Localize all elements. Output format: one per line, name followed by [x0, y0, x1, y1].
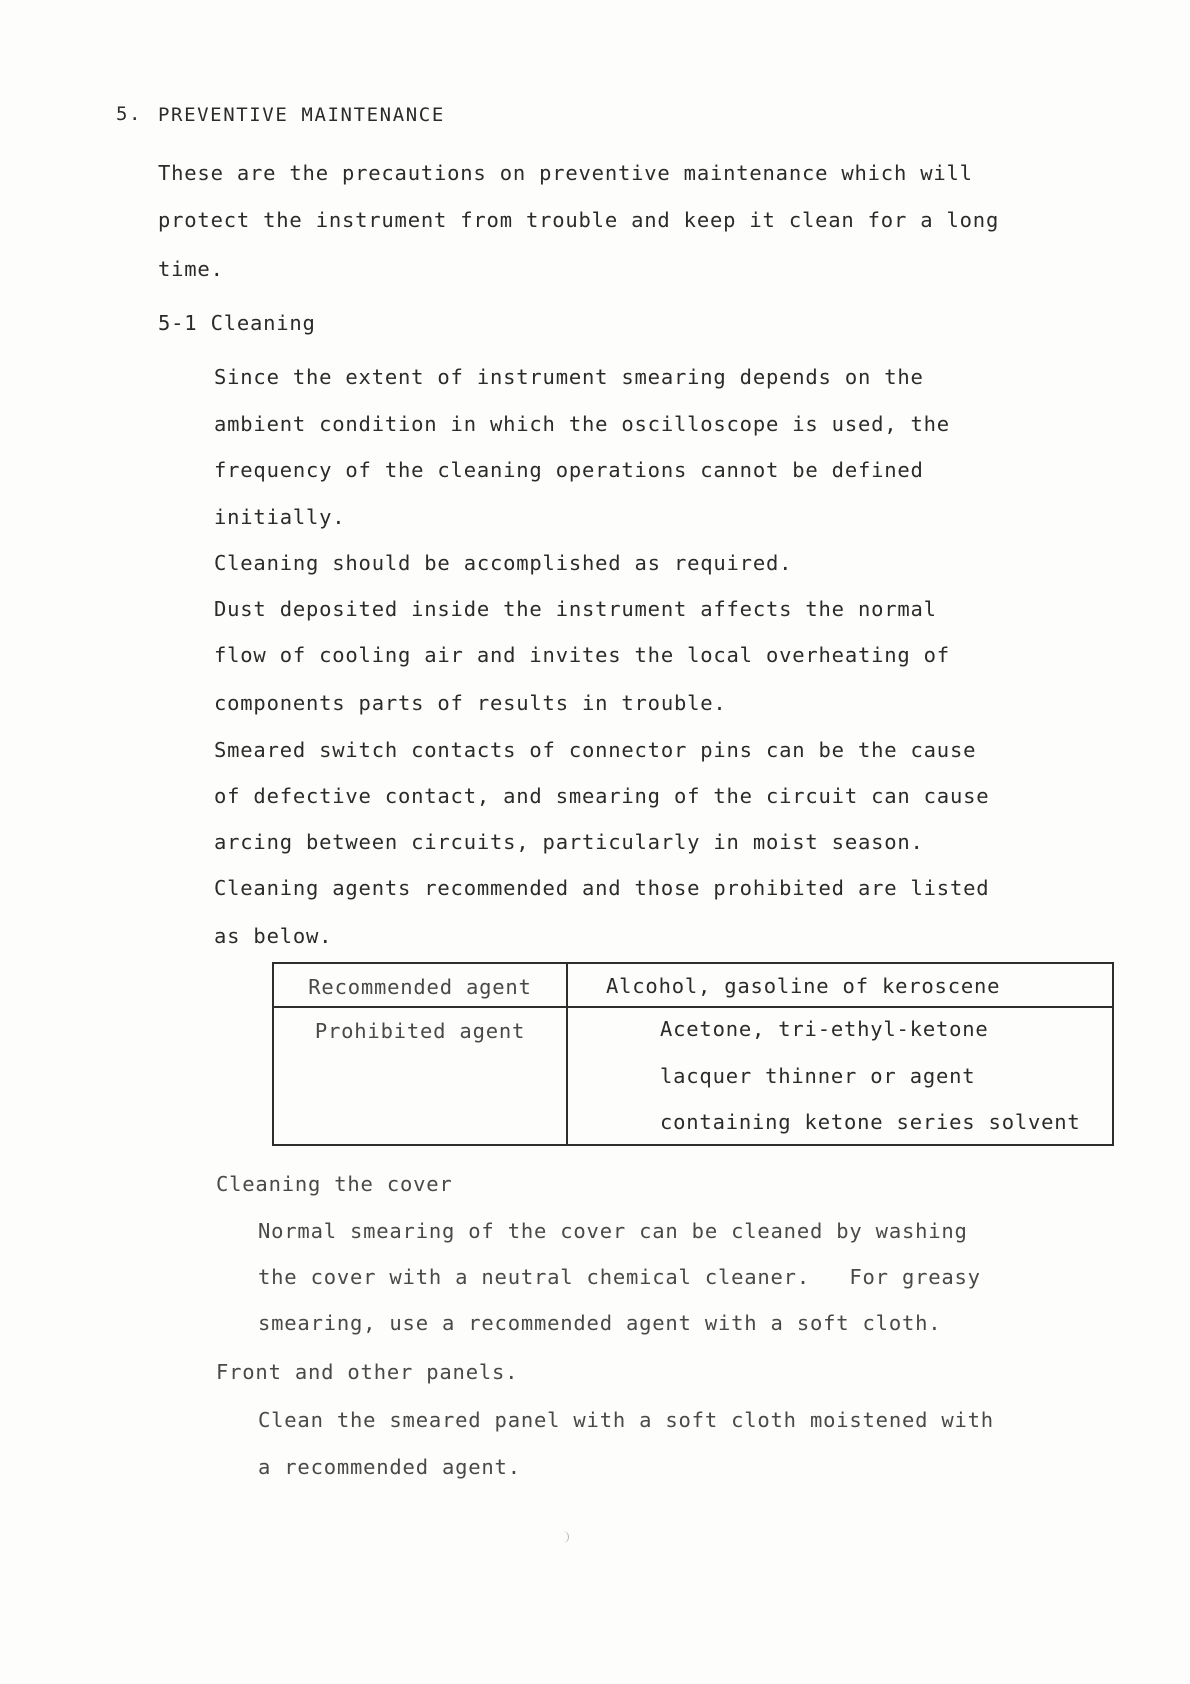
intro-line: These are the precautions on preventive maintenance which will — [158, 161, 973, 185]
paragraph-line: Cleaning should be accomplished as required. — [214, 551, 793, 575]
prohibited-agent-line: containing ketone series solvent — [660, 1110, 1081, 1134]
paragraph-line: components parts of results in trouble. — [214, 691, 727, 715]
page-mark — [562, 1531, 569, 1543]
paragraph-line: Dust deposited inside the instrument affects the normal — [214, 597, 937, 621]
table-row — [273, 963, 1113, 1007]
paragraph-line: flow of cooling air and invites the local overheating of — [214, 643, 950, 667]
subsection-heading: 5-1 Cleaning — [158, 311, 316, 335]
recommended-agent-value: Alcohol, gasoline of keroscene — [606, 974, 1001, 998]
table-cell — [273, 1007, 567, 1145]
table-row — [273, 1007, 1113, 1145]
intro-line: time. — [158, 257, 224, 281]
prohibited-agent-line: lacquer thinner or agent — [660, 1063, 976, 1088]
prohibited-agent-label: Prohibited agent — [314, 1019, 526, 1043]
intro-line: protect the instrument from trouble and keep it clean for a long — [158, 208, 1000, 232]
section-number: 5. — [116, 103, 143, 125]
recommended-agent-label: Recommended agent — [308, 975, 532, 999]
paragraph-line: as below. — [214, 924, 333, 948]
paragraph-line: of defective contact, and smearing of the circuit can cause — [214, 784, 990, 808]
paragraph-line: Since the extent of instrument smearing depends on the — [214, 365, 924, 389]
panels-line: Clean the smeared panel with a soft cloth moistened with — [258, 1408, 994, 1432]
paragraph-line: initially. — [214, 505, 346, 529]
cover-line: smearing, use a recommended agent with a soft cloth. — [258, 1311, 942, 1335]
table-cell — [567, 1007, 1113, 1145]
prohibited-agent-line: Acetone, tri-ethyl-ketone — [660, 1017, 989, 1041]
table-cell — [273, 963, 567, 1007]
paragraph-line: Cleaning agents recommended and those prohibited are listed — [214, 876, 990, 900]
section-title: PREVENTIVE MAINTENANCE — [158, 104, 445, 126]
cover-line: Normal smearing of the cover can be cleaned by washing — [258, 1219, 968, 1243]
cleaning-agents-table — [272, 962, 1114, 1146]
cover-heading: Cleaning the cover — [216, 1172, 453, 1196]
paragraph-line: arcing between circuits, particularly in moist season. — [214, 830, 924, 854]
panels-line: a recommended agent. — [258, 1455, 521, 1479]
paragraph-line: frequency of the cleaning operations cannot be defined — [214, 458, 924, 482]
paragraph-line: Smeared switch contacts of connector pins can be the cause — [214, 738, 977, 762]
panels-heading: Front and other panels. — [216, 1360, 519, 1384]
paragraph-line: ambient condition in which the oscilloscope is used, the — [214, 412, 950, 436]
table-cell — [567, 963, 1113, 1007]
cover-line: the cover with a neutral chemical cleaner. For greasy — [258, 1265, 981, 1289]
